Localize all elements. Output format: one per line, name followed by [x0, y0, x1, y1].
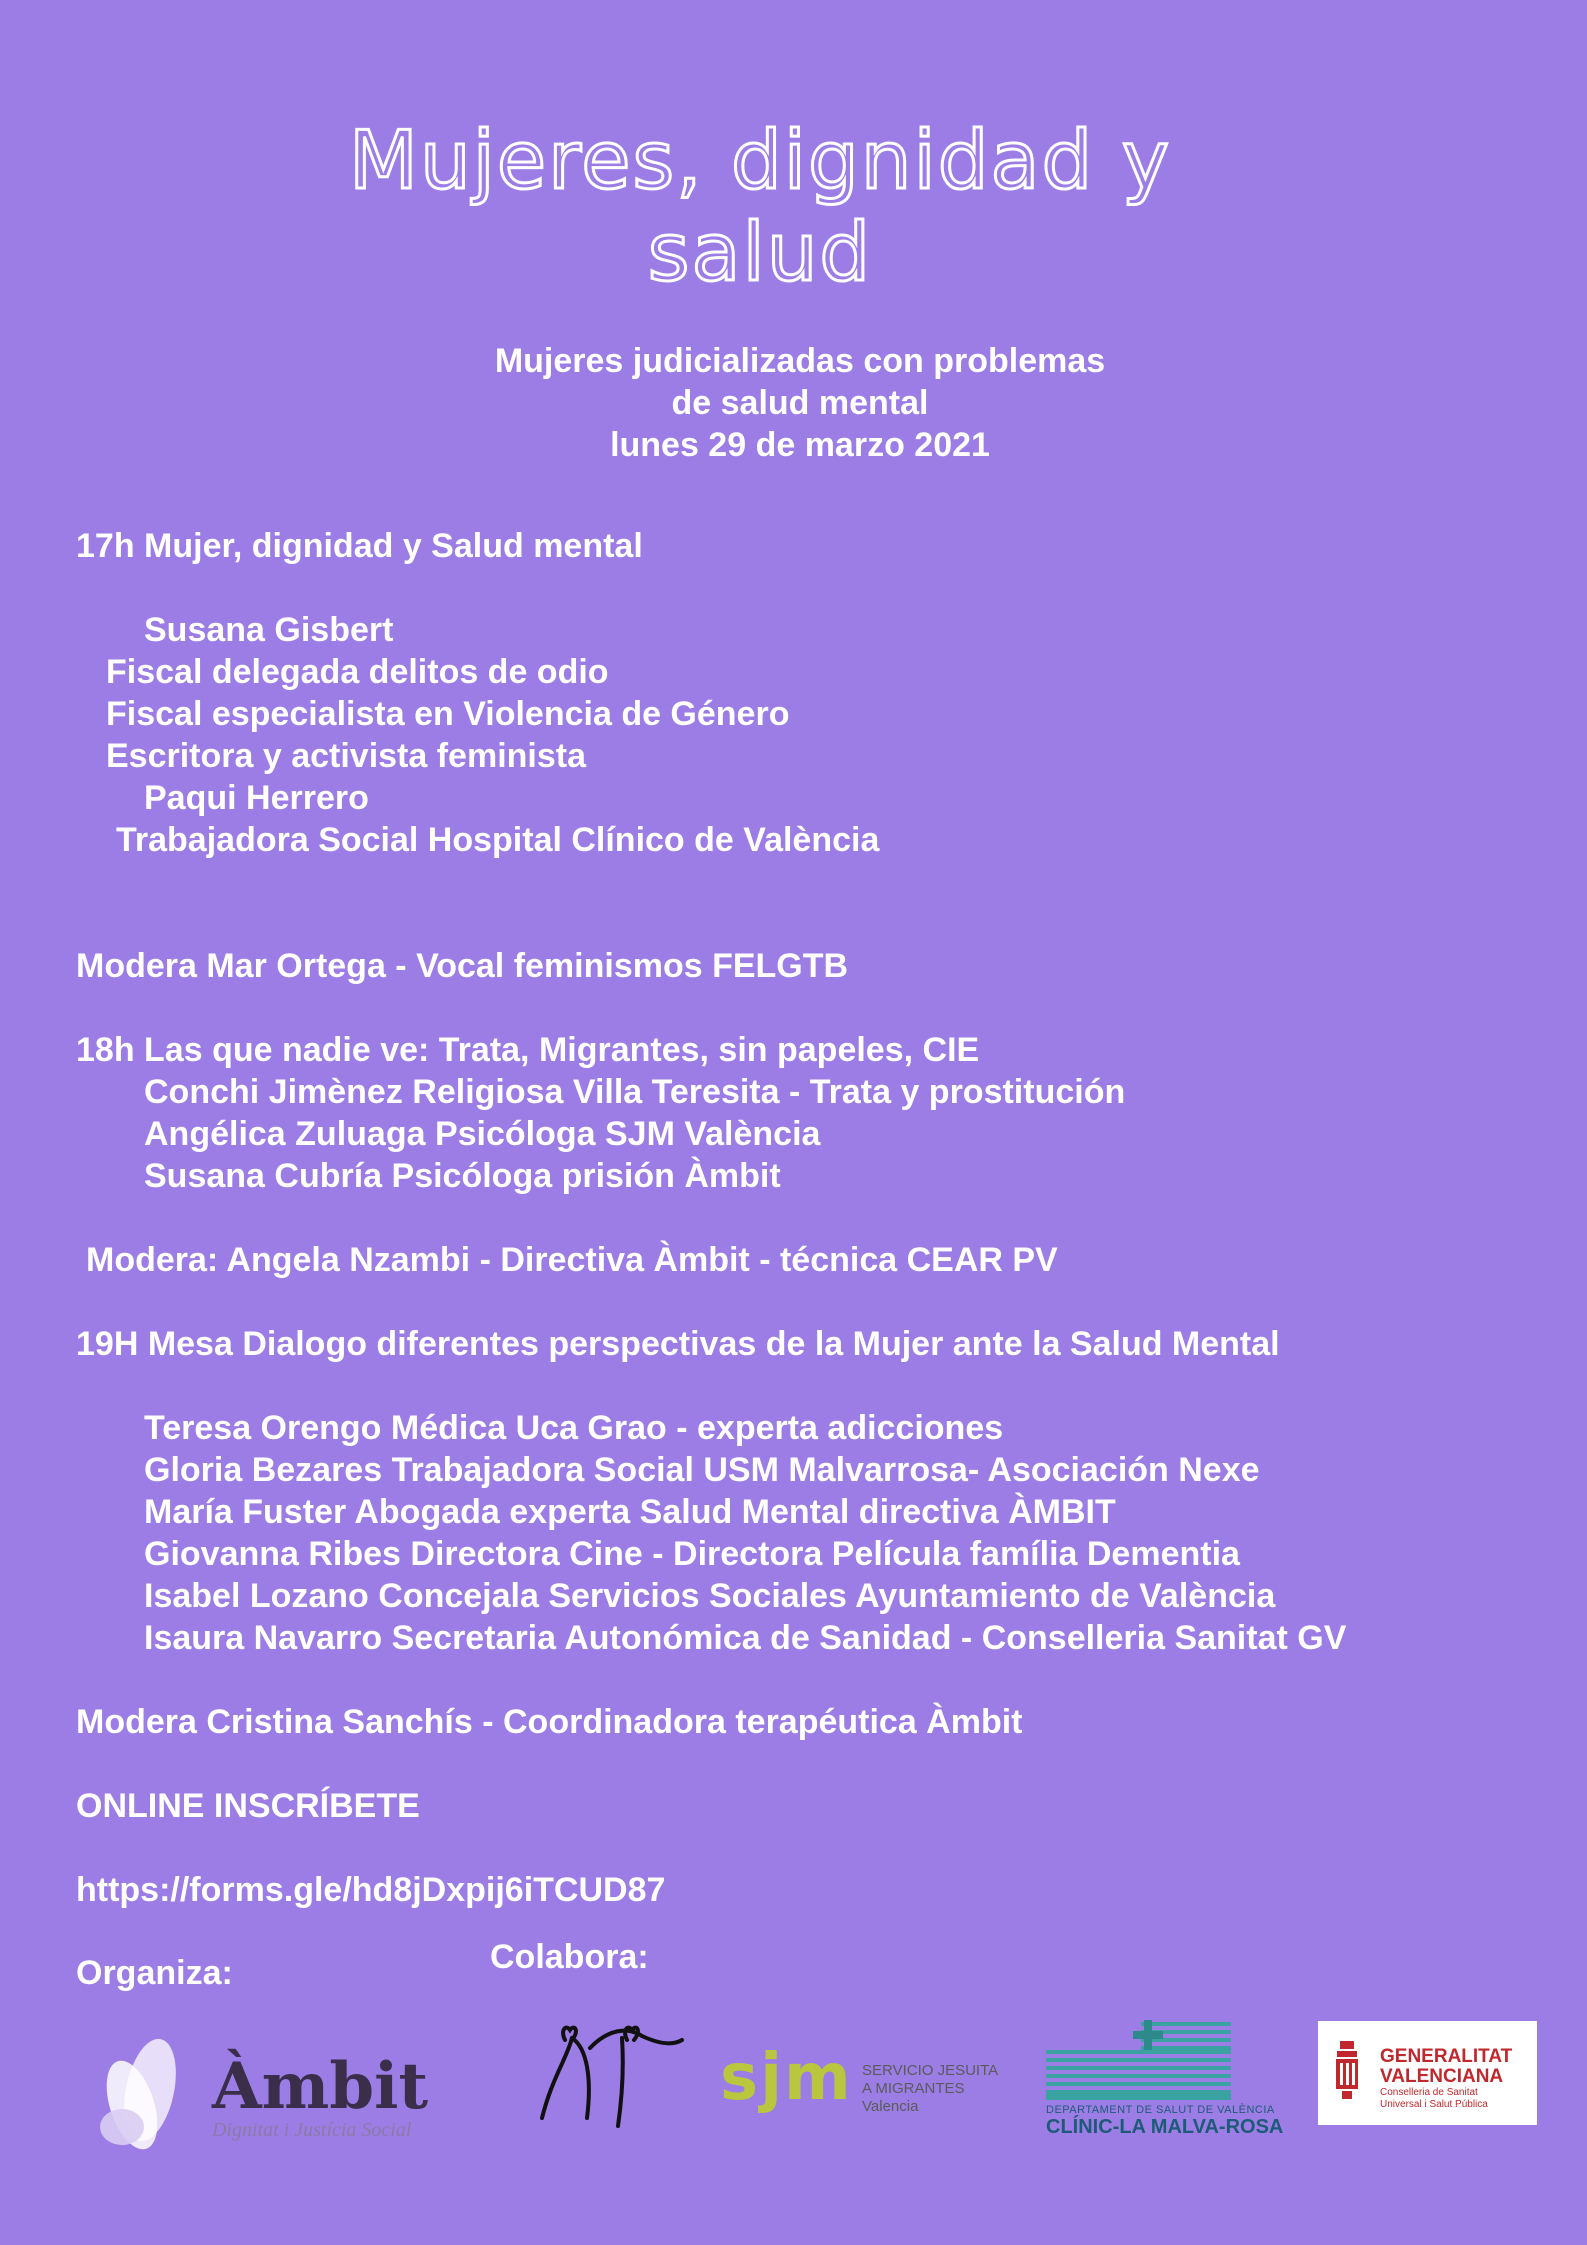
- list-item: Teresa Orengo Médica Uca Grao - experta adicciones: [144, 1409, 1004, 1447]
- sjm-line-3: Valencia: [862, 2098, 919, 2115]
- butterfly-icon: [92, 2035, 202, 2155]
- ambit-tagline: Dignitat i Justícia Social: [212, 2119, 412, 2141]
- session-3-moderator: Modera Cristina Sanchís - Coordinadora terapéutica Àmbit: [76, 1703, 1023, 1741]
- session-2-heading: 18h Las que nadie ve: Trata, Migrantes, sin papeles, CIE: [76, 1031, 980, 1069]
- ambit-logo: [92, 2035, 442, 2155]
- list-item: Isaura Navarro Secretaria Autonómica de Sanidad - Conselleria Sanitat GV: [144, 1619, 1347, 1657]
- generalitat-logo: [1318, 2021, 1537, 2125]
- list-item: María Fuster Abogada experta Salud Mental directiva ÀMBIT: [144, 1493, 1116, 1531]
- speaker-name: Paqui Herrero: [144, 779, 369, 817]
- gv-line-2: VALENCIANA: [1380, 2066, 1504, 2087]
- session-2-moderator: Modera: Angela Nzambi - Directiva Àmbit - técnica CEAR PV: [86, 1241, 1058, 1279]
- clinic-line-2: CLÍNIC-LA MALVA-ROSA: [1046, 2116, 1284, 2138]
- sjm-line-1: SERVICIO JESUITA: [862, 2062, 999, 2079]
- event-date: lunes 29 de marzo 2021: [610, 426, 990, 464]
- title-line-1: Mujeres, dignidad y: [348, 114, 1172, 207]
- list-item: Angélica Zuluaga Psicóloga SJM València: [144, 1115, 821, 1153]
- subtitle-line-2: de salud mental: [671, 384, 929, 422]
- list-item: Susana Cubría Psicóloga prisión Àmbit: [144, 1157, 781, 1195]
- gv-line-3: Conselleria de Sanitat: [1380, 2087, 1478, 2098]
- poster-title: [300, 115, 1220, 299]
- list-item: Gloria Bezares Trabajadora Social USM Malvarrosa- Asociación Nexe: [144, 1451, 1260, 1489]
- sjm-line-2: A MIGRANTES: [862, 2080, 965, 2097]
- sjm-name: sjm: [720, 2041, 853, 2115]
- gv-line-4: Universal i Salut Pública: [1380, 2099, 1488, 2110]
- speaker-role: Escritora y activista feminista: [106, 737, 587, 775]
- list-item: Isabel Lozano Concejala Servicios Sociales Ayuntamiento de València: [144, 1577, 1276, 1615]
- sjm-logo: [720, 2041, 1000, 2126]
- list-item: Conchi Jimènez Religiosa Villa Teresita - Trata y prostitución: [144, 1073, 1126, 1111]
- session-1-moderator: Modera Mar Ortega - Vocal feminismos FELGTB: [76, 947, 849, 985]
- clinic-line-1: DEPARTAMENT DE SALUT DE VALÈNCIA: [1046, 2104, 1275, 2116]
- title-line-2: salud: [647, 206, 873, 299]
- colabora-label: Colabora:: [490, 1938, 649, 1976]
- subtitle-line-1: Mujeres judicializadas con problemas: [494, 342, 1106, 380]
- organiza-label: Organiza:: [76, 1954, 233, 1992]
- ambit-name: Àmbit: [212, 2049, 428, 2124]
- gv-line-1: GENERALITAT: [1380, 2046, 1513, 2067]
- speaker-role: Fiscal delegada delitos de odio: [106, 653, 609, 691]
- speaker-role: Fiscal especialista en Violencia de Género: [106, 695, 790, 733]
- list-item: Giovanna Ribes Directora Cine - Directora Película família Dementia: [144, 1535, 1240, 1573]
- clinic-logo: [1046, 2020, 1284, 2140]
- session-1-heading: 17h Mujer, dignidad y Salud mental: [76, 527, 643, 565]
- registration-link[interactable]: https://forms.gle/hd8jDxpij6iTCUD87: [76, 1871, 666, 1909]
- program-list: [76, 525, 1556, 1911]
- event-subtitle: [380, 340, 1220, 466]
- figures-logo: [532, 2018, 692, 2128]
- session-3-heading: 19H Mesa Dialogo diferentes perspectivas de la Mujer ante la Salud Mental: [76, 1325, 1280, 1363]
- speaker-role: Trabajadora Social Hospital Clínico de València: [116, 821, 880, 859]
- figures-icon: [532, 2018, 692, 2128]
- speaker-name: Susana Gisbert: [144, 611, 394, 649]
- coat-of-arms-icon: [1332, 2041, 1362, 2101]
- online-signup-label: ONLINE INSCRÍBETE: [76, 1787, 420, 1825]
- hospital-building-icon: [1046, 2020, 1231, 2102]
